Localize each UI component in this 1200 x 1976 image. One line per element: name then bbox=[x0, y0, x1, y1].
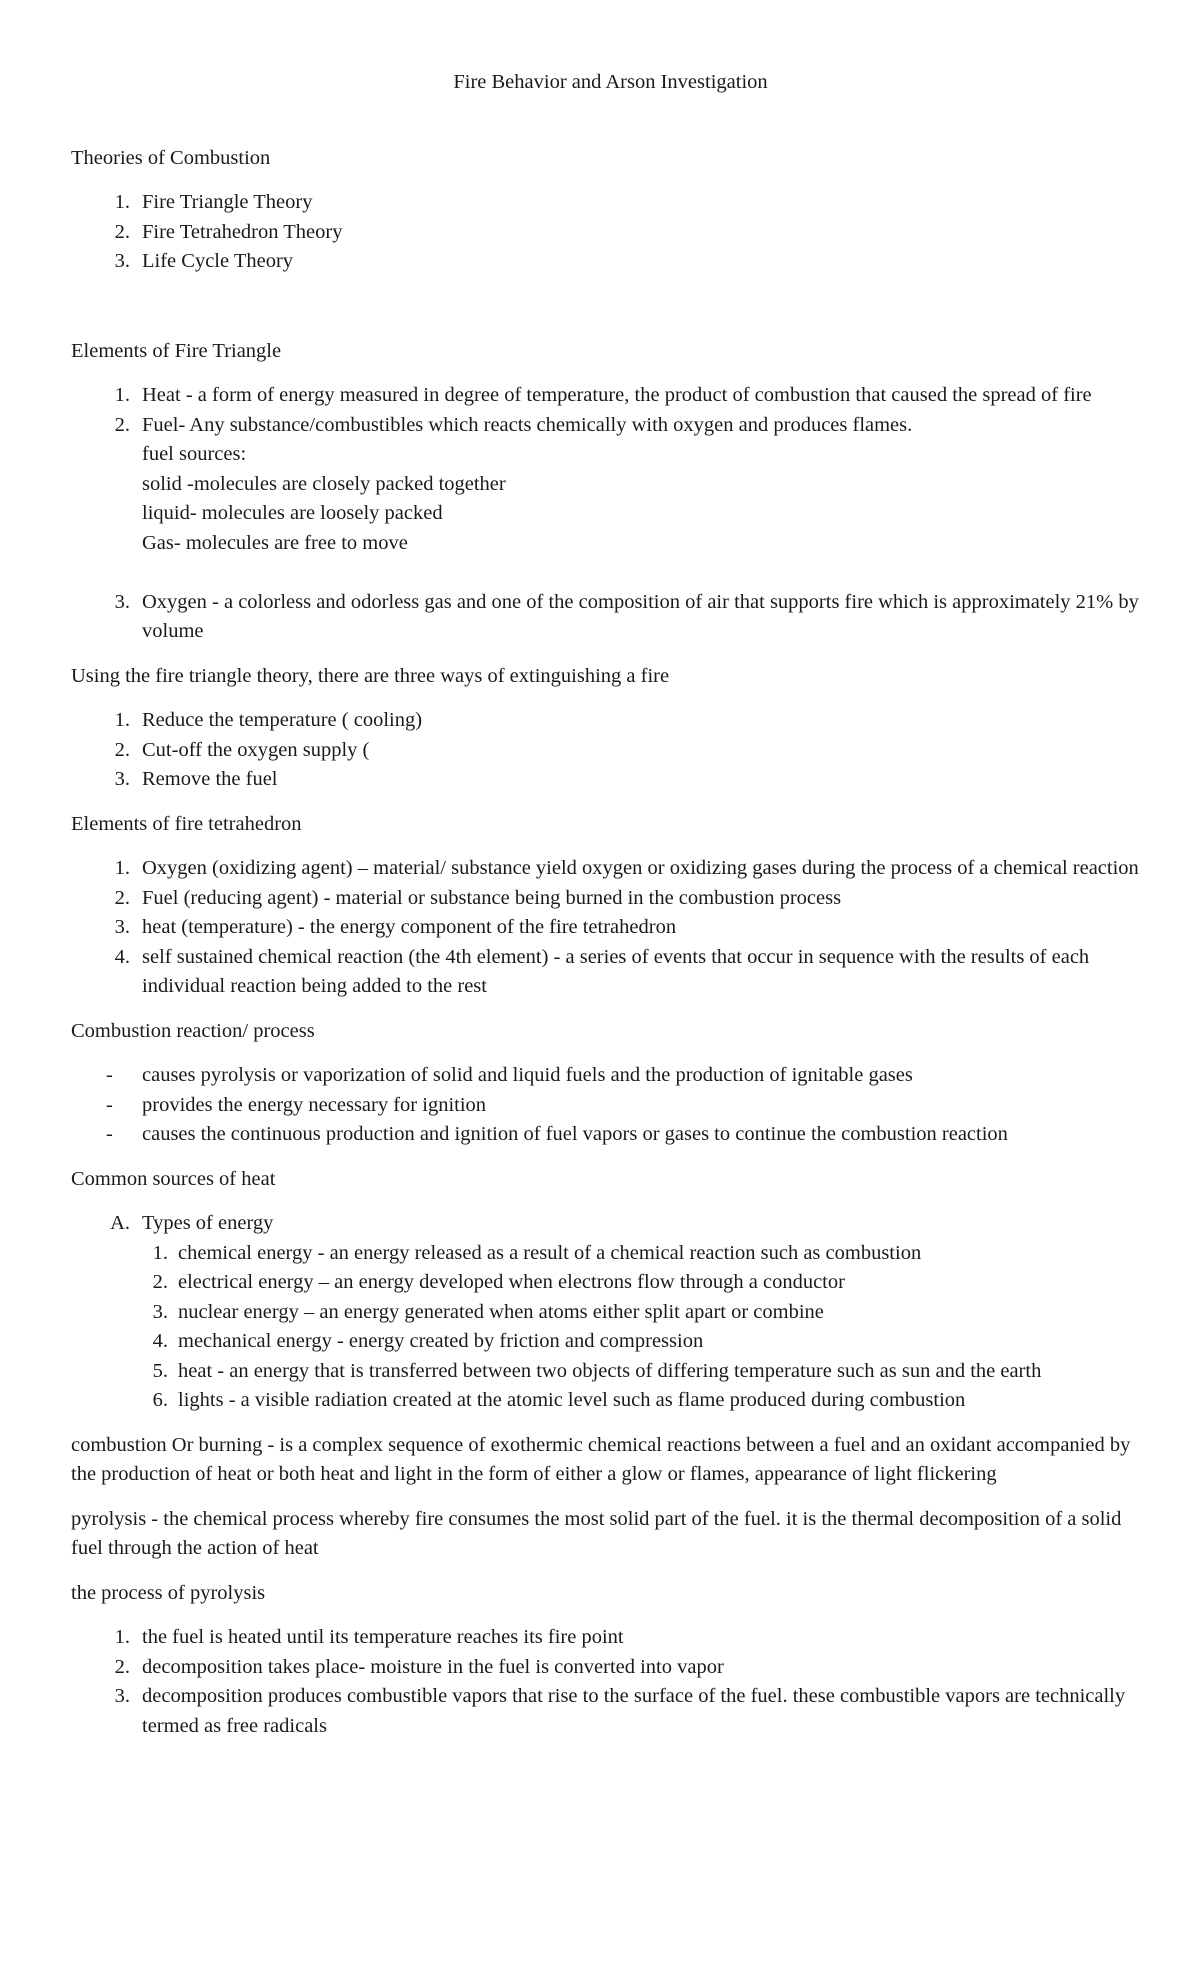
list-number: 1. bbox=[114, 191, 130, 213]
list-item bbox=[71, 188, 1140, 218]
combustion-process-heading: Combustion reaction/ process bbox=[71, 1019, 315, 1042]
list-number: 2. bbox=[114, 1655, 130, 1678]
list-item bbox=[142, 1327, 1140, 1357]
fuel-solid: solid -molecules are closely packed together bbox=[142, 472, 506, 495]
list-item-text: Remove the fuel bbox=[142, 768, 278, 790]
list-item bbox=[71, 943, 1140, 1002]
list-number: 2. bbox=[114, 738, 130, 761]
list-item-text: Fire Triangle Theory bbox=[142, 191, 313, 213]
list-item-text: heat - an energy that is transferred between two objects of differing temperature such as sun and the earth bbox=[178, 1359, 1042, 1382]
list-number: 1. bbox=[114, 709, 130, 731]
list-item-text: Heat - a form of energy measured in degree of temperature, the product of combustion that caused the spread of fire bbox=[142, 384, 1092, 406]
list-item-text: electrical energy – an energy developed when electrons flow through a conductor bbox=[178, 1271, 845, 1293]
list-number: 3. bbox=[114, 916, 130, 938]
heat-sources-list bbox=[71, 1209, 1140, 1416]
pyrolysis-process-list bbox=[71, 1623, 1140, 1741]
list-item bbox=[71, 247, 1140, 277]
combustion-definition: combustion Or burning - is a complex sequence of exothermic chemical reactions between a fuel and an oxidant accompanied by the production of heat or both heat and light in the form of either a glow or flames, appearance of light flickering bbox=[71, 1433, 1131, 1485]
list-number: 3. bbox=[114, 250, 130, 272]
list-item bbox=[142, 1239, 1140, 1269]
list-item-text: self sustained chemical reaction (the 4th element) - a series of events that occur in sequence with the results of each individual reaction being added to the rest bbox=[142, 945, 1090, 997]
energy-types-list bbox=[142, 1239, 1140, 1416]
list-item-text: Reduce the temperature ( cooling) bbox=[142, 709, 423, 731]
document-title: Fire Behavior and Arson Investigation bbox=[453, 71, 768, 93]
list-item-text: heat (temperature) - the energy component of the fire tetrahedron bbox=[142, 916, 677, 938]
list-item-text: chemical energy - an energy released as a result of a chemical reaction such as combustion bbox=[178, 1241, 922, 1264]
list-item bbox=[71, 381, 1140, 411]
tetrahedron-list bbox=[71, 854, 1140, 1002]
list-item bbox=[71, 913, 1140, 943]
list-number: 2. bbox=[152, 1271, 168, 1293]
list-number: 3. bbox=[152, 1300, 168, 1323]
theories-heading: Theories of Combustion bbox=[71, 146, 271, 169]
list-item bbox=[142, 1298, 1140, 1328]
list-item bbox=[71, 1120, 1140, 1150]
list-item bbox=[71, 218, 1140, 248]
list-item bbox=[71, 411, 1140, 588]
list-item bbox=[71, 765, 1140, 795]
fuel-definition: Fuel- Any substance/combustibles which reacts chemically with oxygen and produces flames. bbox=[142, 413, 913, 436]
list-item-text: lights - a visible radiation created at the atomic level such as flame produced during combustion bbox=[178, 1389, 966, 1411]
energy-types-label: Types of energy bbox=[142, 1212, 274, 1234]
list-number: 1. bbox=[152, 1241, 168, 1264]
list-number: 3. bbox=[114, 768, 130, 790]
list-item-text: Fire Tetrahedron Theory bbox=[142, 220, 343, 243]
list-number: 4. bbox=[152, 1330, 168, 1352]
list-item bbox=[142, 1357, 1140, 1387]
list-number: 3. bbox=[114, 1685, 130, 1707]
list-item-text: the fuel is heated until its temperature reaches its fire point bbox=[142, 1626, 624, 1648]
triangle-heading: Elements of Fire Triangle bbox=[71, 339, 282, 362]
list-item-text: Fuel (reducing agent) - material or substance being burned in the combustion process bbox=[142, 886, 842, 909]
list-number: 1. bbox=[114, 857, 130, 879]
list-item bbox=[71, 1682, 1140, 1741]
list-letter: A. bbox=[110, 1212, 130, 1234]
list-item bbox=[71, 1623, 1140, 1653]
list-item bbox=[71, 854, 1140, 884]
list-item-text: causes pyrolysis or vaporization of solid and liquid fuels and the production of ignitable gases bbox=[142, 1064, 913, 1086]
list-number: 3. bbox=[114, 590, 130, 613]
list-item bbox=[71, 1061, 1140, 1091]
list-number: 5. bbox=[152, 1359, 168, 1382]
pyrolysis-definition: pyrolysis - the chemical process whereby fire consumes the most solid part of the fuel. it is the thermal decomposition of a solid fuel through the action of heat bbox=[71, 1507, 1122, 1559]
list-number: 1. bbox=[114, 384, 130, 406]
list-item bbox=[71, 1091, 1140, 1121]
combustion-process-list bbox=[71, 1061, 1140, 1150]
fuel-sources-label: fuel sources: bbox=[142, 443, 247, 465]
list-item bbox=[71, 1653, 1140, 1683]
blank-line bbox=[142, 558, 1140, 588]
list-item bbox=[71, 884, 1140, 914]
list-item-text: Oxygen (oxidizing agent) – material/ substance yield oxygen or oxidizing gases during the process of a chemical reaction bbox=[142, 857, 1139, 879]
list-number: 1. bbox=[114, 1626, 130, 1648]
pyrolysis-process-heading: the process of pyrolysis bbox=[71, 1581, 266, 1604]
tetrahedron-heading: Elements of fire tetrahedron bbox=[71, 812, 302, 835]
list-dash: - bbox=[106, 1123, 113, 1145]
list-number: 2. bbox=[114, 886, 130, 909]
list-item-text: Oxygen - a colorless and odorless gas and one of the composition of air that supports fire which is approximately 21% by volume bbox=[142, 590, 1139, 642]
list-item-text bbox=[142, 411, 1140, 588]
list-item bbox=[142, 1268, 1140, 1298]
extinguish-list bbox=[71, 706, 1140, 795]
theories-list bbox=[71, 188, 1140, 277]
list-item-text: decomposition takes place- moisture in the fuel is converted into vapor bbox=[142, 1655, 724, 1678]
fuel-gas: Gas- molecules are free to move bbox=[142, 531, 408, 554]
list-item-text bbox=[142, 1209, 1140, 1416]
list-item bbox=[71, 706, 1140, 736]
list-item bbox=[71, 588, 1140, 647]
list-item bbox=[71, 1209, 1140, 1416]
list-item-text: nuclear energy – an energy generated when atoms either split apart or combine bbox=[178, 1300, 824, 1323]
list-item-text: decomposition produces combustible vapors that rise to the surface of the fuel. these combustible vapors are technically termed as free radicals bbox=[142, 1685, 1126, 1737]
list-item-text: mechanical energy - energy created by friction and compression bbox=[178, 1330, 704, 1352]
list-number: 2. bbox=[114, 220, 130, 243]
list-number: 4. bbox=[114, 945, 130, 968]
list-item-text: Cut-off the oxygen supply ( bbox=[142, 738, 370, 761]
list-item-text: Life Cycle Theory bbox=[142, 250, 294, 272]
list-number: 2. bbox=[114, 413, 130, 436]
list-dash: - bbox=[106, 1093, 113, 1116]
list-item-text: provides the energy necessary for ignition bbox=[142, 1093, 487, 1116]
list-dash: - bbox=[106, 1064, 113, 1086]
triangle-list bbox=[71, 381, 1140, 647]
list-item-text: causes the continuous production and ignition of fuel vapors or gases to continue the combustion reaction bbox=[142, 1123, 1008, 1145]
fuel-liquid: liquid- molecules are loosely packed bbox=[142, 502, 443, 524]
list-item bbox=[71, 736, 1140, 766]
list-number: 6. bbox=[152, 1389, 168, 1411]
extinguish-heading: Using the fire triangle theory, there are three ways of extinguishing a fire bbox=[71, 664, 670, 687]
heat-sources-heading: Common sources of heat bbox=[71, 1167, 276, 1190]
list-item bbox=[142, 1386, 1140, 1416]
